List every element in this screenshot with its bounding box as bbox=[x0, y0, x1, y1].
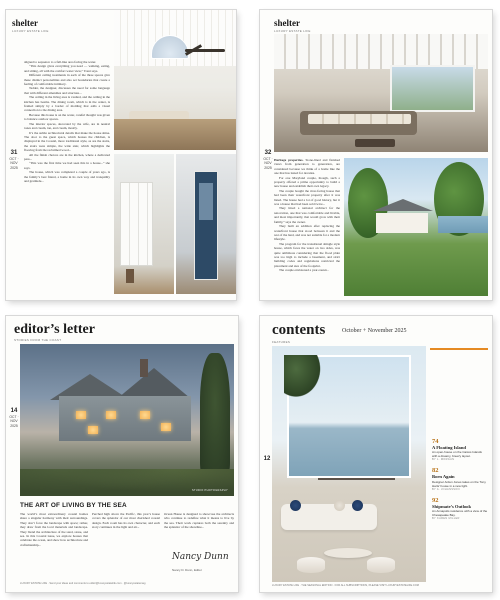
masthead: shelter bbox=[12, 18, 38, 28]
magazine-page-editors-letter bbox=[6, 316, 238, 592]
column-2: Perched high above the Pacific, this year’s house covers the splendor of our most cherished coastal design. Each room has its own character, and each story continues in the light and air... bbox=[92, 512, 160, 530]
issue-month: OCT · NOV 2025 bbox=[9, 157, 19, 170]
column-1: The world’s most extraordinary coastal homes share a singular harmony with their surroundings. They don’t force the landscape with space; rather, they draw from the local materials and landscape. They blend the architecture of the sand, stone, and sea. In this Coastal issue, we explore houses that celebrate the ocean, and show how architecture and craftsmanship... bbox=[20, 512, 88, 547]
folio bbox=[8, 150, 20, 170]
accent-bar bbox=[430, 348, 488, 350]
page-subtitle: FEATURES bbox=[272, 340, 291, 344]
page-title: contents bbox=[272, 322, 326, 338]
issue-date: October + November 2025 bbox=[342, 328, 407, 334]
contents-list bbox=[432, 438, 488, 526]
body-text: Heritage properties. Stone-lined and finished views from generation to generation, are considered because we think of a home like the one that has lasted for decades. For one Maryland couple, though, such a property offered a prime opportunity to build a new house and establish their own legacy. The couple bought the river-facing house that had been their waterfront property after it was listed. The house had a lot of good history, but it was a house that had been sold twice... They hired a national architect for the renovation, one that was comfortable and livable, and most importantly, that would grow with their family,” says the owner. They built an addition after replacing the waterfront house that stood between it and the rest of the land, and was not suitable for a modern lifestyle. The program for the transitional shingle style house, which faces the water on two sides, was quite ambitious considering that the flood plain was too high to include a basement, and strict building codes and regulations restricted the placement and size of the footprint. The couple envisioned a year-round... bbox=[274, 158, 340, 273]
contents-item[interactable]: 92 Shipmate’s Outlook An Annapolis residence with a view of the Chesapeake Bay. BY KAREN MILLER bbox=[432, 496, 488, 521]
issue-month: OCT · NOV 2025 bbox=[9, 415, 19, 428]
masthead: shelter bbox=[274, 18, 300, 28]
page-number: 14 bbox=[10, 408, 18, 414]
photo-screened-porch bbox=[274, 34, 488, 152]
caption-lead: Heritage properties. bbox=[274, 158, 304, 162]
magazine-page-contents bbox=[260, 316, 492, 592]
editor-name: Nancy D. Dunn, Editor bbox=[172, 568, 202, 572]
masthead-sub: LUXURY ESTATE LIFE bbox=[12, 29, 49, 33]
photo-mudroom bbox=[176, 154, 236, 294]
image-caption: STUDIO PHOTOGRAPHY bbox=[191, 489, 228, 492]
photo-house-at-dusk bbox=[20, 344, 234, 496]
page-number: 31 bbox=[10, 150, 18, 156]
contents-item[interactable]: 74 A Floating Island An open-house on the Caicos Islands with a dreamy, breezy layout. BY L. MORGAN bbox=[432, 438, 482, 462]
page-number: 12 bbox=[263, 456, 271, 462]
page-subtitle: STORIES FROM THE COAST bbox=[14, 338, 62, 342]
folio bbox=[262, 456, 272, 463]
column-3: Ocean House is designed to showcase the architects who continue to redefine what it means to live by the sea. Their work captures both the serenity and the splendor of the shoreline... bbox=[164, 512, 234, 530]
photo-kitchen bbox=[114, 154, 174, 294]
headline: THE ART OF LIVING BY THE SEA bbox=[20, 502, 127, 509]
body-text: aligned to sequence to a full-like area facing the water. “This design gives everything you need — walking, eating, and sitting, all with the comfort water view,” Trent says. Different ceiling treatments in each of the three spaces give these distinct personalities and also set boundaries that create a feeling of comfortable intimacy. Tedder, the designer, discusses the need for some language that with different amenities and structure... The ceiling in the living area is vaulted, and the ceiling in the kitchen has beams. The dining room, which is in the center, is framed simply by a border of molding that adds a visual connection to the dining area. Because this house is on the water, careful thought was given to balance outdoor spaces. The interior spaces, decorated by the wife, are in neutral tones and cream, tan, and cream, mostly. It’s the subtle architectural details that make the house shine. The door to the guest space, which houses the children, is displayed in the Coastal, more traditional style, as are the stairs, the stairs were simple, the wide stair, which highlights the flooring from the reclaimed wood... All the finish choices are in the kitchen, where a dedicated pass... “This was the first time we had seen this in a house...” she says. The house, which was completed a couple of years ago, is the family’s best friend, a home in its own way and tranquility and gratitude... bbox=[24, 60, 110, 183]
magazine-page-shelter-left bbox=[6, 10, 236, 300]
folio bbox=[262, 150, 274, 170]
magazine-page-shelter-right bbox=[260, 10, 492, 300]
editor-signature: Nancy Dunn bbox=[172, 552, 229, 562]
page-title: editor’s letter bbox=[14, 322, 95, 337]
issue-month: OCT · NOV 2025 bbox=[263, 157, 273, 170]
masthead-sub: LUXURY ESTATE LIFE bbox=[274, 29, 311, 33]
photo-living-room-waterview bbox=[272, 346, 426, 582]
photo-house-lawn bbox=[344, 158, 488, 296]
page-number: 32 bbox=[264, 150, 272, 156]
contents-item[interactable]: 82 Born Again Designer Arden Jones takes on the Tony Harts’ house in a new light. BY A. JOHANSSON bbox=[432, 467, 486, 491]
page-footer: LUXURY ESTATE LIFE · THE SEASONAL EDITION · FOR ALL SUBSCRIPTIONS, PLEASE VISIT LUXURYESTATELIFE.COM bbox=[272, 584, 419, 587]
folio bbox=[8, 408, 20, 428]
photo-great-room bbox=[114, 10, 236, 150]
page-footer: LUXURY ESTATE LIFE · Send your ideas and comments to editor@luxuryestatelife.com · @luxuryestatemag bbox=[20, 582, 146, 585]
